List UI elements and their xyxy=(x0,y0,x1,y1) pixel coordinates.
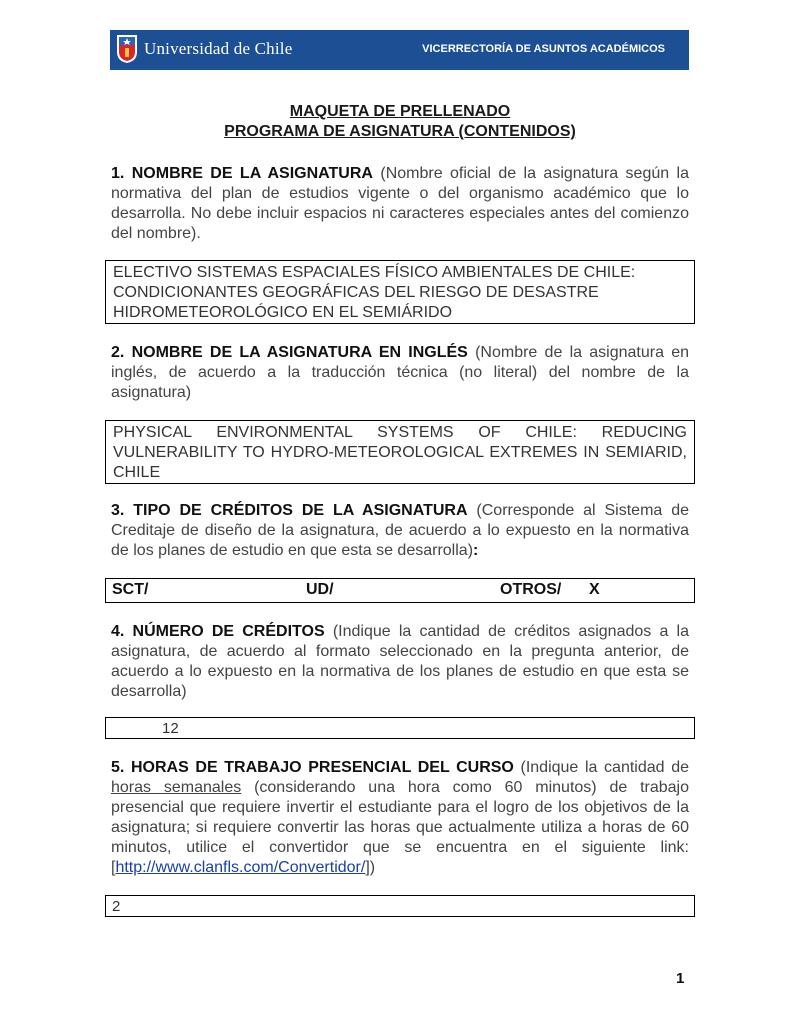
section-1-answer: ELECTIVO SISTEMAS ESPACIALES FÍSICO AMBIENTALES DE CHILE: CONDICIONANTES GEOGRÁFICAS DEL RIESGO DE DESASTRE HIDROMETEOROLÓGICO EN EL SEMIÁRIDO xyxy=(113,264,636,321)
section-2-text xyxy=(111,343,689,403)
section-2-description: (Nombre de la asignatura en inglés, de acuerdo a la traducción técnica (no literal) del nombre de la asignatura) xyxy=(111,344,689,401)
section-3-description: (Corresponde al Sistema de Creditaje de diseño de la asignatura, de acuerdo a lo expuesto en la normativa de los planes de estudio en que esta se desarrolla) xyxy=(111,502,689,559)
section-2-answer-box[interactable] xyxy=(105,420,695,484)
university-crest-icon xyxy=(116,34,138,64)
section-3-heading: 3. TIPO DE CRÉDITOS DE LA ASIGNATURA xyxy=(111,502,468,519)
section-1-heading: 1. NOMBRE DE LA ASIGNATURA xyxy=(111,165,373,182)
section-1-answer-box[interactable] xyxy=(105,260,695,324)
section-2-heading: 2. NOMBRE DE LA ASIGNATURA EN INGLÉS xyxy=(111,344,468,361)
section-3-colon: : xyxy=(473,542,479,559)
section-5-text xyxy=(111,758,689,878)
credits-value: 12 xyxy=(162,720,179,737)
section-5-description-c: ]) xyxy=(365,859,376,876)
hours-value: 2 xyxy=(112,898,121,915)
ud-option[interactable]: UD/ xyxy=(306,581,334,598)
section-1-description: (Nombre oficial de la asignatura según la normativa del plan de estudios vigente o del organismo académico que lo desarrolla. No debe incluir espacios ni caracteres especiales antes del comienzo del nombre). xyxy=(111,165,690,242)
section-1-text xyxy=(111,164,689,244)
page-title-line2: PROGRAMA DE ASIGNATURA (CONTENIDOS) xyxy=(224,123,576,140)
section-5-answer-box[interactable] xyxy=(105,895,695,917)
section-4-answer-box[interactable] xyxy=(105,717,695,739)
section-4-description: (Indique la cantidad de créditos asignados a la asignatura, de acuerdo al formato seleccionado en la pregunta anterior, de acuerdo a lo expuesto en la normativa de los planes de estudio en que esta se desarrolla) xyxy=(111,623,689,700)
section-3-text xyxy=(111,501,689,561)
section-5-description-b: (considerando una hora como 60 minutos) de trabajo presencial que requiere invertir el estudiante para el logro de los objetivos de la asignatura; si requiere convertir las horas que actualmente utiliza a horas de 60 minutos, utilice el convertidor que se encuentra en el siguiente link: [ xyxy=(111,779,690,876)
page-number: 1 xyxy=(676,970,685,987)
page-title-line1: MAQUETA DE PRELLENADO xyxy=(289,103,511,120)
section-5-horas-semanales: horas semanales xyxy=(111,779,242,796)
section-4-heading: 4. NÚMERO DE CRÉDITOS xyxy=(111,623,325,640)
section-2-answer: PHYSICAL ENVIRONMENTAL SYSTEMS OF CHILE: REDUCING VULNERABILITY TO HYDRO-METEOROLOGICAL EXTREMES IN SEMIARID, CHILE xyxy=(113,424,687,481)
otros-option[interactable]: OTROS/ xyxy=(500,581,562,598)
otros-selected-mark: X xyxy=(589,581,600,598)
credit-type-box xyxy=(105,578,695,603)
section-5-description-a: (Indique la cantidad de xyxy=(520,759,689,776)
vicerrectoria-label: VICERRECTORÍA DE ASUNTOS ACADÉMICOS xyxy=(422,43,665,55)
section-4-text xyxy=(111,622,689,702)
sct-option[interactable]: SCT/ xyxy=(112,581,149,598)
header-banner xyxy=(110,30,689,70)
convertidor-link[interactable]: http://www.clanfls.com/Convertidor/ xyxy=(115,859,366,876)
university-name: Universidad de Chile xyxy=(144,39,293,58)
section-5-heading: 5. HORAS DE TRABAJO PRESENCIAL DEL CURSO xyxy=(111,759,514,776)
